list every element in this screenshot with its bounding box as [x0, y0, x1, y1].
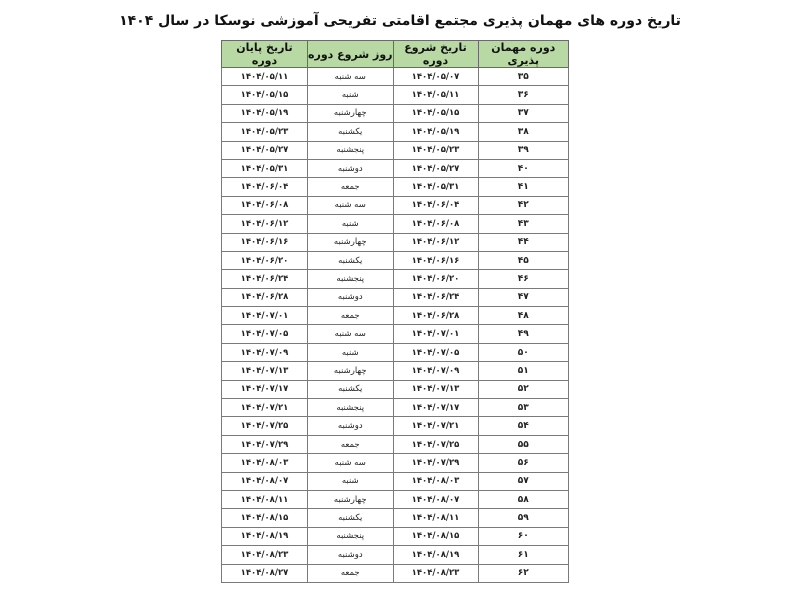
period-cell: ۴۷	[478, 288, 568, 306]
start-date-cell: ۱۴۰۴/۰۸/۱۹	[393, 546, 478, 564]
start-day-cell: یکشنبه	[307, 380, 393, 398]
end-date-cell: ۱۴۰۴/۰۶/۲۴	[222, 270, 308, 288]
start-date-cell: ۱۴۰۴/۰۷/۰۵	[393, 343, 478, 361]
table-row	[222, 288, 569, 306]
table-row	[222, 325, 569, 343]
period-cell: ۵۵	[478, 435, 568, 453]
start-date-cell: ۱۴۰۴/۰۵/۱۵	[393, 104, 478, 122]
start-date-cell: ۱۴۰۴/۰۵/۳۱	[393, 178, 478, 196]
start-date-cell: ۱۴۰۴/۰۵/۰۷	[393, 68, 478, 86]
start-day-cell: پنجشنبه	[307, 270, 393, 288]
start-date-cell: ۱۴۰۴/۰۷/۲۹	[393, 454, 478, 472]
end-date-cell: ۱۴۰۴/۰۸/۱۱	[222, 490, 308, 508]
table-row	[222, 86, 569, 104]
period-cell: ۳۸	[478, 123, 568, 141]
table-row	[222, 546, 569, 564]
period-cell: ۵۳	[478, 399, 568, 417]
end-date-cell: ۱۴۰۴/۰۵/۱۵	[222, 86, 308, 104]
period-cell: ۵۴	[478, 417, 568, 435]
table-row	[222, 380, 569, 398]
column-header-period: دوره مهمان پذیری	[478, 41, 568, 68]
end-date-cell: ۱۴۰۴/۰۷/۲۵	[222, 417, 308, 435]
start-day-cell: چهارشنبه	[307, 104, 393, 122]
period-cell: ۴۸	[478, 307, 568, 325]
start-date-cell: ۱۴۰۴/۰۷/۱۳	[393, 380, 478, 398]
end-date-cell: ۱۴۰۴/۰۵/۲۷	[222, 141, 308, 159]
end-date-cell: ۱۴۰۴/۰۷/۲۱	[222, 399, 308, 417]
start-date-cell: ۱۴۰۴/۰۵/۱۹	[393, 123, 478, 141]
start-day-cell: یکشنبه	[307, 123, 393, 141]
start-date-cell: ۱۴۰۴/۰۸/۱۱	[393, 509, 478, 527]
period-cell: ۳۷	[478, 104, 568, 122]
start-date-cell: ۱۴۰۴/۰۶/۰۸	[393, 215, 478, 233]
start-day-cell: چهارشنبه	[307, 490, 393, 508]
start-date-cell: ۱۴۰۴/۰۵/۲۷	[393, 159, 478, 177]
start-day-cell: دوشنبه	[307, 159, 393, 177]
period-cell: ۵۹	[478, 509, 568, 527]
column-header-start-date: تاریخ شروع دوره	[393, 41, 478, 68]
start-date-cell: ۱۴۰۴/۰۵/۲۳	[393, 141, 478, 159]
start-day-cell: شنبه	[307, 215, 393, 233]
period-cell: ۵۸	[478, 490, 568, 508]
start-day-cell: جمعه	[307, 307, 393, 325]
table-row	[222, 454, 569, 472]
period-cell: ۴۴	[478, 233, 568, 251]
end-date-cell: ۱۴۰۴/۰۷/۰۹	[222, 343, 308, 361]
table-row	[222, 417, 569, 435]
end-date-cell: ۱۴۰۴/۰۷/۱۳	[222, 362, 308, 380]
table-header-row	[222, 41, 569, 68]
end-date-cell: ۱۴۰۴/۰۶/۲۰	[222, 251, 308, 269]
end-date-cell: ۱۴۰۴/۰۷/۰۵	[222, 325, 308, 343]
start-day-cell: جمعه	[307, 564, 393, 582]
end-date-cell: ۱۴۰۴/۰۶/۱۶	[222, 233, 308, 251]
start-date-cell: ۱۴۰۴/۰۶/۱۶	[393, 251, 478, 269]
table-row	[222, 178, 569, 196]
table-row	[222, 435, 569, 453]
start-day-cell: سه شنبه	[307, 454, 393, 472]
end-date-cell: ۱۴۰۴/۰۵/۱۱	[222, 68, 308, 86]
period-cell: ۵۰	[478, 343, 568, 361]
end-date-cell: ۱۴۰۴/۰۷/۰۱	[222, 307, 308, 325]
period-cell: ۵۱	[478, 362, 568, 380]
start-date-cell: ۱۴۰۴/۰۷/۲۵	[393, 435, 478, 453]
end-date-cell: ۱۴۰۴/۰۶/۱۲	[222, 215, 308, 233]
table-row	[222, 307, 569, 325]
start-date-cell: ۱۴۰۴/۰۷/۱۷	[393, 399, 478, 417]
start-day-cell: جمعه	[307, 435, 393, 453]
table-row	[222, 196, 569, 214]
period-cell: ۵۷	[478, 472, 568, 490]
table-row	[222, 233, 569, 251]
start-day-cell: یکشنبه	[307, 251, 393, 269]
table-row	[222, 68, 569, 86]
start-day-cell: دوشنبه	[307, 417, 393, 435]
end-date-cell: ۱۴۰۴/۰۸/۲۳	[222, 546, 308, 564]
end-date-cell: ۱۴۰۴/۰۸/۲۷	[222, 564, 308, 582]
table-row	[222, 564, 569, 582]
period-cell: ۵۶	[478, 454, 568, 472]
period-cell: ۴۱	[478, 178, 568, 196]
table-row	[222, 251, 569, 269]
end-date-cell: ۱۴۰۴/۰۶/۰۴	[222, 178, 308, 196]
start-day-cell: پنجشنبه	[307, 399, 393, 417]
start-day-cell: شنبه	[307, 343, 393, 361]
start-date-cell: ۱۴۰۴/۰۷/۲۱	[393, 417, 478, 435]
start-day-cell: چهارشنبه	[307, 233, 393, 251]
page-title: تاریخ دوره های مهمان پذیری مجتمع اقامتی تفریحی آموزشی نوسکا در سال ۱۴۰۴	[119, 13, 681, 29]
start-day-cell: سه شنبه	[307, 68, 393, 86]
end-date-cell: ۱۴۰۴/۰۸/۰۷	[222, 472, 308, 490]
table-row	[222, 215, 569, 233]
start-date-cell: ۱۴۰۴/۰۸/۲۳	[393, 564, 478, 582]
start-day-cell: دوشنبه	[307, 546, 393, 564]
end-date-cell: ۱۴۰۴/۰۶/۰۸	[222, 196, 308, 214]
end-date-cell: ۱۴۰۴/۰۸/۱۹	[222, 527, 308, 545]
end-date-cell: ۱۴۰۴/۰۵/۲۳	[222, 123, 308, 141]
end-date-cell: ۱۴۰۴/۰۷/۱۷	[222, 380, 308, 398]
start-day-cell: جمعه	[307, 178, 393, 196]
period-cell: ۳۹	[478, 141, 568, 159]
period-cell: ۶۱	[478, 546, 568, 564]
table-row	[222, 141, 569, 159]
start-date-cell: ۱۴۰۴/۰۶/۰۴	[393, 196, 478, 214]
period-cell: ۴۲	[478, 196, 568, 214]
period-cell: ۴۳	[478, 215, 568, 233]
period-cell: ۳۵	[478, 68, 568, 86]
start-day-cell: دوشنبه	[307, 288, 393, 306]
start-day-cell: شنبه	[307, 472, 393, 490]
start-date-cell: ۱۴۰۴/۰۶/۲۰	[393, 270, 478, 288]
end-date-cell: ۱۴۰۴/۰۸/۱۵	[222, 509, 308, 527]
table-row	[222, 159, 569, 177]
start-date-cell: ۱۴۰۴/۰۷/۰۹	[393, 362, 478, 380]
start-day-cell: یکشنبه	[307, 509, 393, 527]
period-cell: ۶۲	[478, 564, 568, 582]
start-day-cell: پنجشنبه	[307, 527, 393, 545]
start-day-cell: چهارشنبه	[307, 362, 393, 380]
start-day-cell: سه شنبه	[307, 196, 393, 214]
start-day-cell: سه شنبه	[307, 325, 393, 343]
period-cell: ۴۰	[478, 159, 568, 177]
table-row	[222, 270, 569, 288]
table-row	[222, 362, 569, 380]
table-row	[222, 104, 569, 122]
start-day-cell: پنجشنبه	[307, 141, 393, 159]
end-date-cell: ۱۴۰۴/۰۸/۰۳	[222, 454, 308, 472]
table-row	[222, 527, 569, 545]
start-date-cell: ۱۴۰۴/۰۶/۲۴	[393, 288, 478, 306]
period-cell: ۴۶	[478, 270, 568, 288]
start-date-cell: ۱۴۰۴/۰۶/۱۲	[393, 233, 478, 251]
period-cell: ۴۵	[478, 251, 568, 269]
start-date-cell: ۱۴۰۴/۰۸/۱۵	[393, 527, 478, 545]
table-row	[222, 343, 569, 361]
schedule-table	[221, 40, 569, 583]
end-date-cell: ۱۴۰۴/۰۵/۳۱	[222, 159, 308, 177]
table-row	[222, 399, 569, 417]
table-row	[222, 123, 569, 141]
start-date-cell: ۱۴۰۴/۰۵/۱۱	[393, 86, 478, 104]
start-date-cell: ۱۴۰۴/۰۶/۲۸	[393, 307, 478, 325]
start-date-cell: ۱۴۰۴/۰۷/۰۱	[393, 325, 478, 343]
column-header-end-date: تاریخ پایان دوره	[222, 41, 308, 68]
column-header-start-day: روز شروع دوره	[307, 41, 393, 68]
period-cell: ۶۰	[478, 527, 568, 545]
period-cell: ۴۹	[478, 325, 568, 343]
start-date-cell: ۱۴۰۴/۰۸/۰۳	[393, 472, 478, 490]
table-row	[222, 490, 569, 508]
end-date-cell: ۱۴۰۴/۰۷/۲۹	[222, 435, 308, 453]
table-row	[222, 509, 569, 527]
start-date-cell: ۱۴۰۴/۰۸/۰۷	[393, 490, 478, 508]
table-row	[222, 472, 569, 490]
end-date-cell: ۱۴۰۴/۰۶/۲۸	[222, 288, 308, 306]
period-cell: ۵۲	[478, 380, 568, 398]
start-day-cell: شنبه	[307, 86, 393, 104]
period-cell: ۳۶	[478, 86, 568, 104]
end-date-cell: ۱۴۰۴/۰۵/۱۹	[222, 104, 308, 122]
